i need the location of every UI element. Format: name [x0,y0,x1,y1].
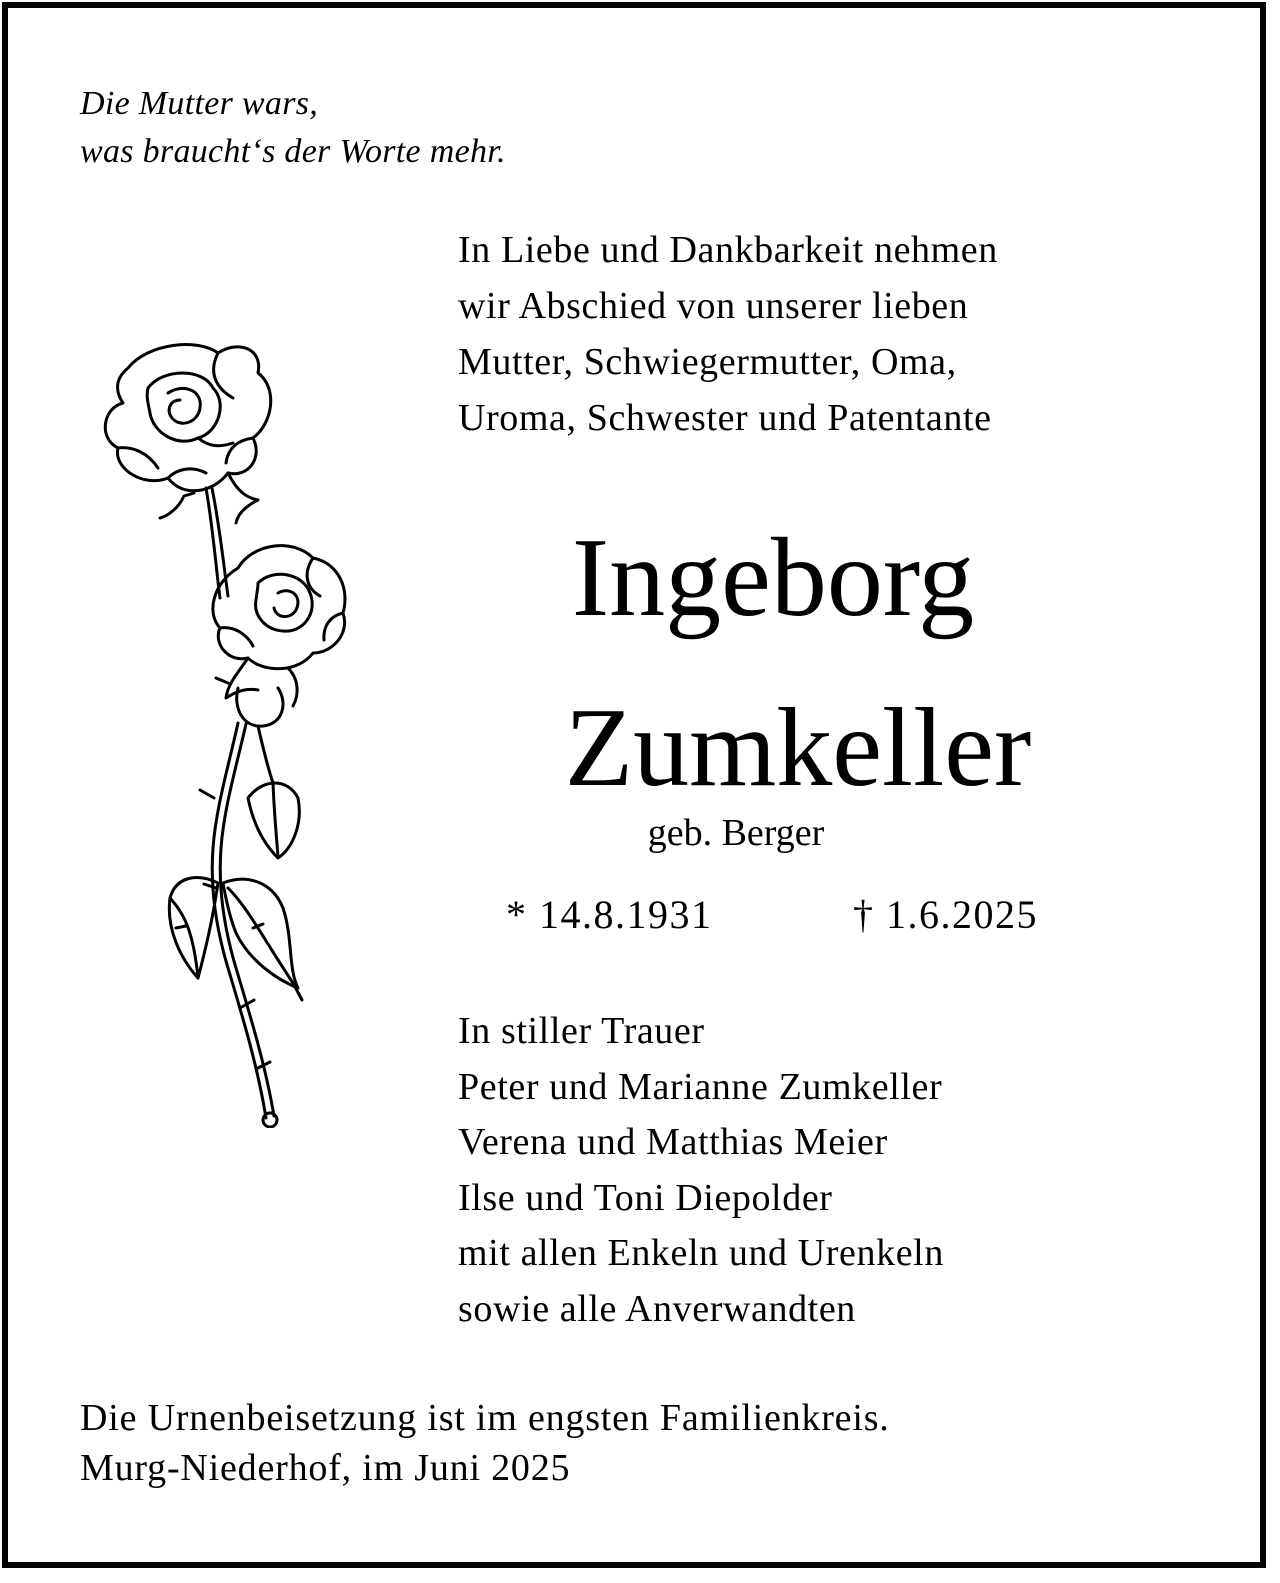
funeral-note: Die Urnenbeisetzung ist im engsten Familienkreis. [80,1397,890,1439]
death-date: † 1.6.2025 [853,892,1038,937]
intro-line: wir Abschied von unserer lieben [458,285,969,327]
rose-icon [88,328,368,1128]
intro-line: In Liebe und Dankbarkeit nehmen [458,229,998,271]
motto-line: was braucht‘s der Worte mehr. [80,133,506,170]
deceased-first-name: Ingeborg [571,516,975,640]
mourners-list [458,1004,944,1337]
mourner-line: sowie alle Anverwandten [458,1287,856,1330]
mourner-line: Ilse und Toni Diepolder [458,1176,833,1219]
maiden-name: geb. Berger [647,812,825,854]
intro-line: Mutter, Schwiegermutter, Oma, [458,341,957,383]
intro-line: Uroma, Schwester und Patentante [458,397,992,439]
intro-text [458,222,998,446]
mourner-line: In stiller Trauer [458,1010,705,1052]
motto-quote [80,80,506,176]
deceased-last-name: Zumkeller [564,686,1032,810]
mourner-line: Peter und Marianne Zumkeller [458,1065,943,1108]
obituary-frame [2,2,1266,1568]
place-date: Murg-Niederhof, im Juni 2025 [80,1447,571,1489]
mourner-line: Verena und Matthias Meier [458,1121,888,1163]
mourner-line: mit allen Enkeln und Urenkeln [458,1232,944,1274]
motto-line: Die Mutter wars, [80,85,319,122]
birth-date: * 14.8.1931 [506,892,713,937]
